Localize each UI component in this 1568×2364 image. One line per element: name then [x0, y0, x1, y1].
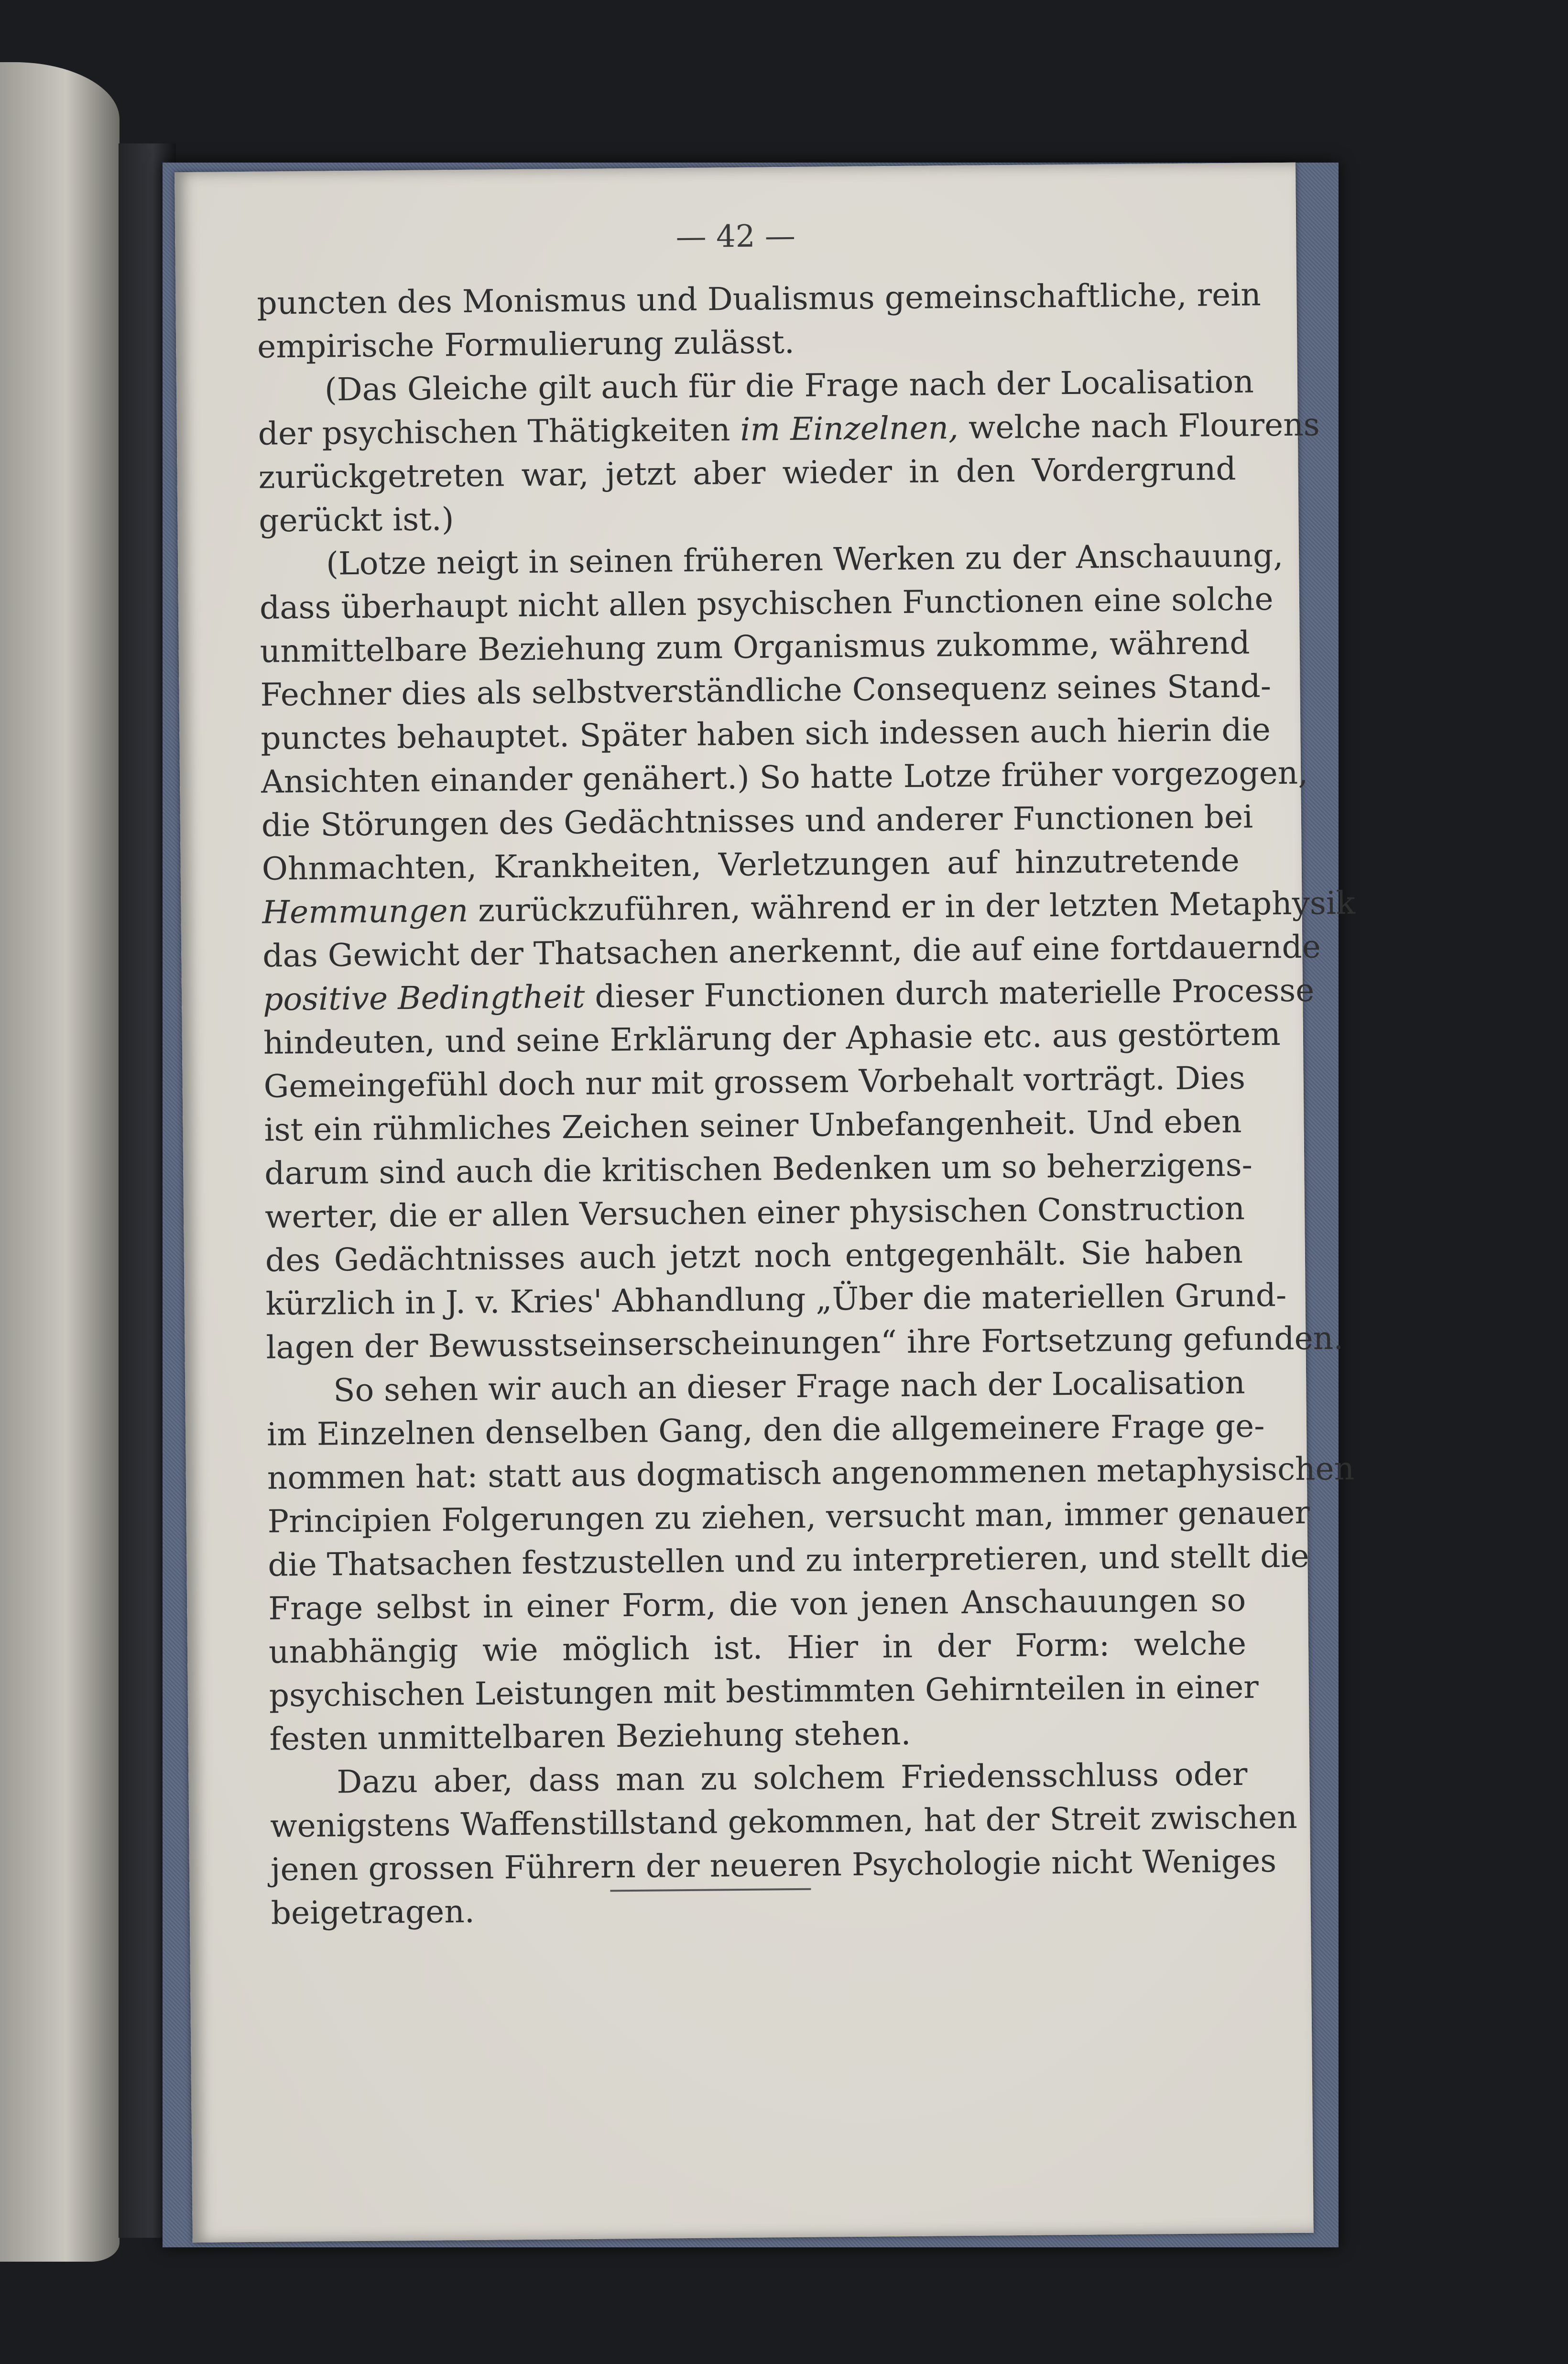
text-run: (Lotze neigt in seinen früheren Werken zu der Anschauung,: [326, 537, 1284, 582]
text-line: [270, 1839, 1277, 1892]
text-line: [269, 1709, 1247, 1761]
text-run: zurückzuführen, während er in der letzten Metaphysik: [468, 884, 1356, 929]
text-line: [270, 1752, 1248, 1805]
text-run: unmittelbare Beziehung zum Organismus zukomme, während: [260, 624, 1250, 670]
left-page-edge: [0, 62, 120, 2262]
text-line: [257, 317, 1235, 369]
text-run: der psychischen Thätigkeiten: [258, 411, 740, 452]
text-run: beigetragen.: [271, 1893, 475, 1932]
text-run: werter, die er allen Versuchen einer physischen Construction: [264, 1190, 1245, 1236]
text-run: empirische Formulierung zulässt.: [257, 323, 795, 365]
italic-text: positive Bedingtheit: [262, 978, 585, 1018]
text-run: Fechner dies als selbstverständliche Consequenz seines Stand-: [260, 668, 1272, 713]
text-line: [265, 1230, 1243, 1282]
text-line: [265, 1274, 1287, 1326]
text-run: des Gedächtnisses auch jetzt noch entgegenhält. Sie haben: [265, 1233, 1243, 1279]
text-run: lagen der Bewusstseinserscheinungen“ ihre Fortsetzung gefunden.: [266, 1319, 1344, 1366]
text-run: Gemeingefühl doch nur mit grossem Vorbehalt vorträgt. Dies: [263, 1059, 1246, 1105]
text-run: das Gewicht der Thatsachen anerkennt, die auf eine fortdauernde: [262, 928, 1321, 974]
text-line: [269, 1622, 1247, 1674]
text-line: [268, 1578, 1246, 1631]
text-line: [266, 1317, 1344, 1369]
text-run: im Einzelnen denselben Gang, den die allgemeinere Frage ge-: [266, 1407, 1265, 1453]
page-number: — 42 —: [675, 218, 796, 255]
text-line: [258, 447, 1236, 499]
text-run: zurückgetreten war, jetzt aber wieder in den Vordergrund: [258, 450, 1236, 496]
text-run: punctes behauptet. Später haben sich indessen auch hierin die: [261, 711, 1271, 757]
book-page: [174, 163, 1356, 2243]
text-line: [262, 969, 1315, 1021]
text-run: darum sind auch die kritischen Bedenken um so beherzigens-: [264, 1146, 1253, 1192]
text-line: [264, 1143, 1253, 1195]
text-run: puncten des Monismus und Dualismus gemeinschaftliche, rein: [257, 276, 1262, 322]
text-line: [258, 360, 1254, 412]
text-line: [259, 534, 1284, 586]
text-line: [268, 1535, 1309, 1587]
text-run: kürzlich in J. v. Kries' Abhandlung „Über die materiellen Grund-: [265, 1277, 1287, 1323]
text-line: [260, 621, 1250, 673]
text-run: unabhängig wie möglich ist. Hier in der Form: welche: [268, 1625, 1247, 1671]
text-line: [259, 491, 1237, 543]
text-line: [267, 1448, 1355, 1500]
text-line: [258, 404, 1320, 456]
text-run: Dazu aber, dass man zu solchem Friedensschluss oder: [337, 1755, 1248, 1801]
text-line: [257, 273, 1262, 325]
text-run: nommen hat: statt aus dogmatisch angenommenen metaphysischen: [267, 1450, 1355, 1497]
text-run: psychischen Leistungen mit bestimmten Gehirnteilen in einer: [269, 1668, 1259, 1714]
text-run: So sehen wir auch an dieser Frage nach der Localisation: [333, 1364, 1245, 1409]
text-run: ist ein rühmliches Zeichen seiner Unbefangenheit. Und eben: [264, 1103, 1242, 1149]
text-run: Ohnmachten, Krankheiten, Verletzungen auf hinzutretende: [261, 842, 1240, 887]
text-line: [261, 752, 1308, 804]
text-run: festen unmittelbaren Beziehung stehen.: [269, 1715, 911, 1758]
text-line: [262, 882, 1356, 934]
text-line: [271, 1883, 1249, 1935]
text-run: welche nach Flourens: [958, 406, 1320, 446]
text-line: [264, 1100, 1242, 1152]
text-line: [263, 1056, 1246, 1108]
text-run: wenigstens Waffenstillstand gekommen, hat der Streit zwischen: [270, 1798, 1297, 1845]
text-line: [260, 665, 1272, 717]
text-run: gerückt ist.): [259, 501, 454, 539]
text-line: [270, 1796, 1297, 1848]
text-line: [259, 578, 1274, 630]
text-line: [266, 1404, 1265, 1456]
text-run: Principien Folgerungen zu ziehen, versucht man, immer genauer: [267, 1494, 1310, 1540]
text-line: [262, 926, 1321, 978]
text-line: [261, 839, 1240, 891]
text-line: [269, 1665, 1259, 1718]
text-line: [261, 795, 1253, 847]
text-run: dieser Functionen durch materielle Processe: [585, 972, 1315, 1015]
text-run: die Thatsachen festzustellen und zu interpretieren, und stellt die: [268, 1537, 1309, 1584]
text-run: jenen grossen Führern der neueren Psychologie nicht Weniges: [270, 1842, 1277, 1888]
italic-text: im Einzelnen,: [740, 409, 959, 448]
text-line: [263, 1013, 1281, 1065]
text-line: [261, 708, 1271, 760]
text-line: [266, 1361, 1244, 1413]
text-run: Ansichten einander genähert.) So hatte Lotze früher vorgezogen,: [261, 754, 1308, 800]
text-run: (Das Gleiche gilt auch für die Frage nach der Localisation: [324, 363, 1254, 408]
body-text: [257, 273, 1356, 1935]
text-run: hindeuten, und seine Erklärung der Aphasie etc. aus gestörtem: [263, 1016, 1281, 1062]
italic-text: Hemmungen: [262, 892, 468, 931]
text-run: die Störungen des Gedächtnisses und anderer Functionen bei: [261, 798, 1253, 844]
text-run: dass überhaupt nicht allen psychischen Functionen eine solche: [259, 580, 1274, 626]
text-line: [265, 1187, 1243, 1239]
text-line: [267, 1491, 1310, 1543]
text-run: Frage selbst in einer Form, die von jenen Anschauungen so: [268, 1581, 1246, 1627]
